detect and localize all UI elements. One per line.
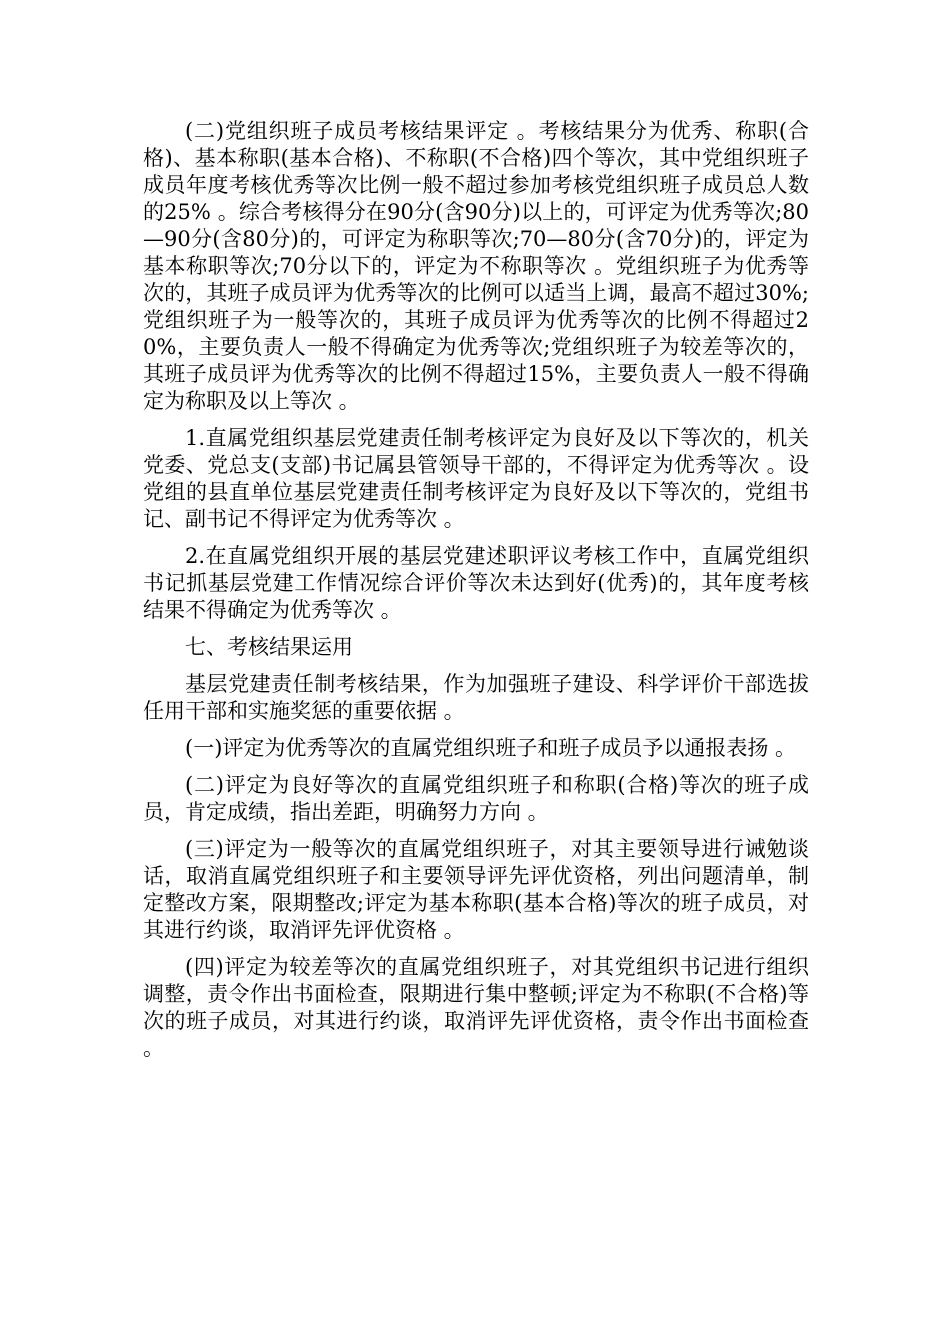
paragraph-member-assessment-rating: (二)党组织班子成员考核结果评定 。考核结果分为优秀、称职(合格)、基本称职(基本合格)、不称职(不合格)四个等次，其中党组织班子成员年度考核优秀等次比例一般不超过参加考核党组织班子成员总人数的25% 。综合考核得分在90分(含90分)以上的，可评定为优秀等次;80—90分(含80分)的，可评定为称职等次;70—80分(含70分)的，评定为基本称职等次;70分以下的，评定为不称职等次 。党组织班子为优秀等次的，其班子成员评为优秀等次的比例可以适当上调，最高不超过30%;党组织班子为一般等次的，其班子成员评为优秀等次的比例不得超过20%，主要负责人一般不得确定为优秀等次;党组织班子为较差等次的，其班子成员评为优秀等次的比例不得超过15%，主要负责人一般不得确定为称职及以上等次 。 (143, 119, 810, 413)
document-body (143, 118, 809, 1072)
paragraph-result-usage: 基层党建责任制考核结果，作为加强班子建设、科学评价干部选拔任用干部和实施奖惩的重要依据 。 (143, 672, 809, 723)
section-heading-result-application: 七、考核结果运用 (185, 635, 353, 659)
paragraph-poor-rating: (四)评定为较差等次的直属党组织班子，对其党组织书记进行组织调整，责令作出书面检查，限期进行集中整顿;评定为不称职(不合格)等次的班子成员，对其进行约谈，取消评先评优资格，责令作出书面检查 。 (143, 955, 809, 1060)
paragraph-good-rating: (二)评定为良好等次的直属党组织班子和称职(合格)等次的班子成员，肯定成绩，指出差距，明确努力方向 。 (143, 773, 809, 824)
paragraph-item-2: 2.在直属党组织开展的基层党建述职评议考核工作中，直属党组织书记抓基层党建工作情况综合评价等次未达到好(优秀)的，其年度考核结果不得确定为优秀等次 。 (143, 544, 809, 622)
paragraph-average-rating: (三)评定为一般等次的直属党组织班子，对其主要领导进行诫勉谈话，取消直属党组织班子和主要领导评先评优资格，列出问题清单，制定整改方案，限期整改;评定为基本称职(基本合格)等次的班子成员，对其进行约谈，取消评先评优资格 。 (143, 837, 809, 942)
paragraph-excellent-rating: (一)评定为优秀等次的直属党组织班子和班子成员予以通报表扬 。 (185, 736, 797, 760)
paragraph-item-1: 1.直属党组织基层党建责任制考核评定为良好及以下等次的，机关党委、党总支(支部)书记属县管领导干部的，不得评定为优秀等次 。设党组的县直单位基层党建责任制考核评定为良好及以下等次的，党组书记、副书记不得评定为优秀等次 。 (143, 426, 809, 531)
